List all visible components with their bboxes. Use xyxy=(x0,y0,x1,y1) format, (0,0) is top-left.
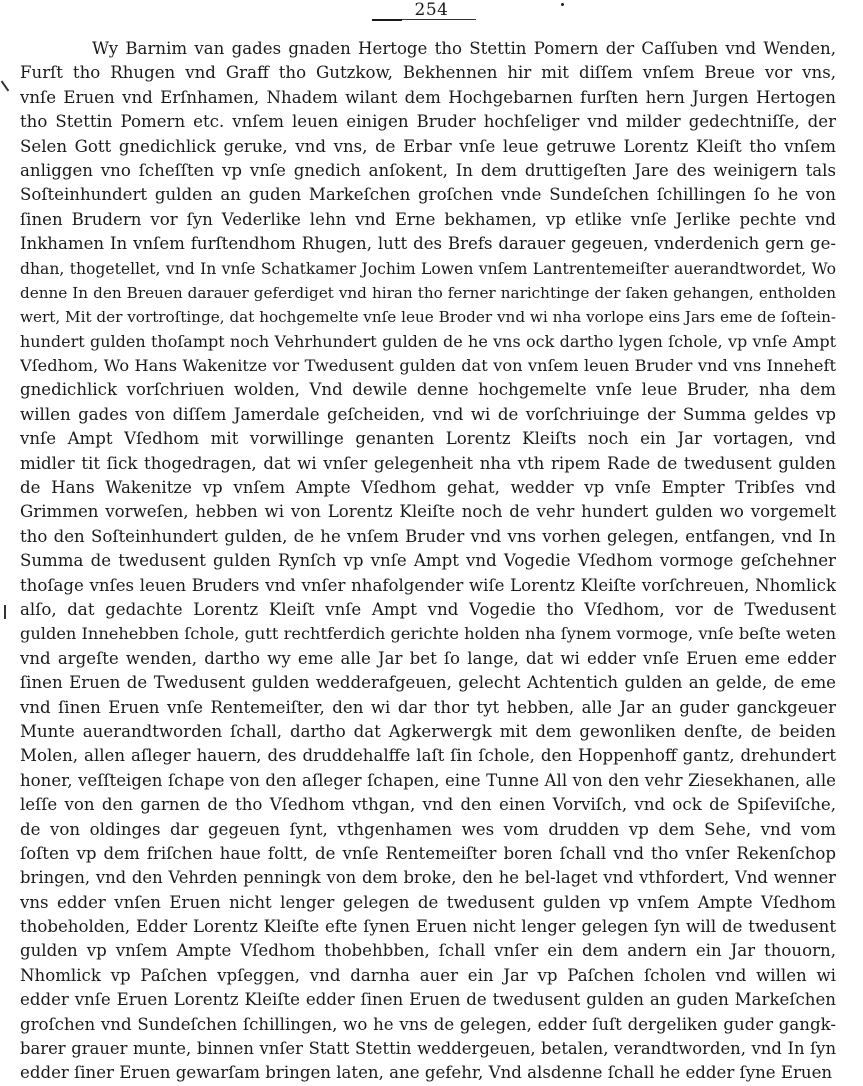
text-line: wert, Mit der vortroſtinge, dat hochgemelte vnſe leue Broder vnd wi nha vorlope eins Jars eme de ſoſtein- xyxy=(20,308,836,327)
text-line: dhan, thogetellet, vnd In vnſe Schatkamer Jochim Lowen vnſem Lantrentemeiſter auerandtwordet, Wo xyxy=(20,259,836,278)
text-line: Vſedhom, Wo Hans Wakenitze vor Twedusent gulden dat von vnſem leuen Bruder vnd vns Inneheft xyxy=(20,356,836,376)
text-line: Molen, allen aſleger hauern, des druddehalffe laſt ſin ſchole, den Hoppenhoff gantz, drehundert xyxy=(20,746,836,766)
text-line: de von oldinges dar gegeuen ſynt, vthgenhamen wes vom drudden vp dem Sehe, vnd vom xyxy=(20,819,836,839)
margin-mark xyxy=(4,605,6,619)
text-line: edder vnſe Eruen Lorentz Kleiſte edder ſinen Eruen de twedusent gulden an guden Markeſchen xyxy=(20,990,836,1010)
margin-mark xyxy=(1,81,10,92)
text-line: de Hans Wakenitze vp vnſem Ampte Vſedhom gehat, wedder vp vnſe Empter Tribſes vnd xyxy=(20,478,836,498)
text-line: barer grauer munte, binnen vnſer Statt Stettin weddergeuen, betalen, verandtworden, vnd In ſyn xyxy=(20,1039,836,1059)
text-line: ſinen Brudern vor ſyn Vederlike lehn vnd Erne bekhamen, vp etlike vnſe Jerlike pechte vnd xyxy=(20,209,836,229)
text-line: vnd argeſte wenden, dartho wy eme alle Jar bet ſo lange, dat wi edder vnſe Eruen eme edder xyxy=(20,648,836,668)
text-line: tho Stettin Pomern etc. vnſem leuen einigen Bruder hochſeliger vnd milder gedechtniſſe, der xyxy=(20,112,836,132)
page-number-rule xyxy=(372,19,476,20)
text-line: Selen Gott gnedichlick geruke, vnd vns, de Erbar vnſe leue getruwe Lorentz Kleiſt tho vnſem xyxy=(20,136,836,156)
text-line: vnſe Eruen vnd Erſnhamen, Nhadem wilant dem Hochgebarnen furſten hern Jurgen Hertogen xyxy=(20,87,836,107)
text-line: Furſt tho Rhugen vnd Graff tho Gutzkow, Bekhennen hir mit diſſem vnſem Breue vor vns, xyxy=(20,63,836,83)
text-line: thobeholden, Edder Lorentz Kleiſte efte ſynen Eruen nicht lenger gelegen ſyn will de twedusent xyxy=(20,917,836,937)
text-line: leſſe von den garnen de tho Vſedhom vthgan, vnd den einen Vorviſch, vnd ock de Spiſeviſche, xyxy=(20,795,836,815)
text-line: alſo, dat gedachte Lorentz Kleiſt vnſe Ampt vnd Vogedie tho Vſedhom, vor de Twedusent xyxy=(20,599,836,619)
text-line: gnedichlick vorſchriuen wolden, Vnd dewile denne hochgemelte vnſe leue Bruder, nha dem xyxy=(20,380,836,400)
text-line: ſoſten vp dem friſchen haue foltt, de vnſe Rentemeiſter boren ſchall vnd tho vnſer Rekenſchop xyxy=(20,843,836,863)
text-line: honer, veſſteigen ſchape von den aſleger ſchapen, eine Tunne All von den vehr Ziesekhanen, alle xyxy=(20,770,836,790)
text-line: vns edder vnſen Eruen nicht lenger gelegen de twedusent gulden vp vnſem Ampte Vſedhom xyxy=(20,892,836,912)
text-line: Wy Barnim van gades gnaden Hertoge tho Stettin Pomern der Caſſuben vnd Wenden, xyxy=(92,39,836,58)
text-line: Summa de twedusent gulden Rynſch vp vnſe Ampt vnd Vogedie Vſedhom vormoge geſchehner xyxy=(20,551,836,571)
text-line: willen gades von diſſem Jamerdale geſcheiden, vnd wi de vorſchriuinge der Summa geldes vp xyxy=(20,404,836,424)
text-line: Soſteinhundert gulden an guden Markeſchen groſchen vnde Sundeſchen ſchillingen ſo he von xyxy=(20,185,836,205)
text-line: gulden Innehebben ſchole, gutt rechtferdich gerichte holden nha ſynem vormoge, vnſe beſte weten xyxy=(20,624,836,644)
text-line: groſchen vnd Sundeſchen ſchillingen, wo he vns de gelegen, edder ſuſt dergeliken guder gangk- xyxy=(20,1014,836,1034)
text-line: ſinen Eruen de Twedusent gulden wedderafgeuen, gelecht Achtentich gulden an gelde, de eme xyxy=(20,673,836,693)
text-line: midler tit ſick thogedragen, dat wi vnſer gelegenheit nha vth ripem Rade de twedusent gulden xyxy=(20,453,836,473)
page-number: 254 xyxy=(414,0,449,20)
text-line: Grimmen vorweſen, hebben wi von Lorentz Kleiſte noch de vehr hundert gulden wo vorgemelt xyxy=(20,502,836,522)
text-line: gulden vp vnſem Ampte Vſedhom thobehbben, ſchall vnſer ein dem andern ein Jar thouorn, xyxy=(20,941,836,961)
text-line: tho den Soſteinhundert gulden, de he vnſem Bruder vnd vns vorhen gelegen, entfangen, vnd In xyxy=(20,526,836,546)
text-line: anliggen vno ſcheſſten vp vnſe gnedich anſokent, In dem druttigeſten Jare des weinigern tals xyxy=(20,160,836,180)
text-line: edder ſiner Eruen gewarſam bringen laten, ane gefehr, Vnd alsdenne ſchall he edder ſyne Eruen xyxy=(20,1063,833,1083)
body-text xyxy=(20,37,836,1086)
text-line: vnd ſinen Eruen vnſe Rentemeiſter, den wi dar thor tyt hebben, alle Jar an guder ganckgeuer xyxy=(20,697,836,717)
text-line: thoſage vnſes leuen Bruders vnd vnſer nhafolgender wiſe Lorentz Kleiſte vorſchreuen, Nhomlick xyxy=(20,575,836,595)
text-line: vnſe Ampt Vſedhom mit vorwillinge genanten Lorentz Kleiſts noch ein Jar vortagen, vnd xyxy=(20,429,836,449)
text-line: Munte auerandtworden ſchall, dartho dat Agkerwergk mit dem gewonliken denſte, de beiden xyxy=(20,721,836,741)
text-line: Nhomlick vp Paſchen vpſeggen, vnd darnha auer ein Jar vp Paſchen ſcholen vnd willen wi xyxy=(20,965,836,985)
text-line: Inkhamen In vnſem furſtendhom Rhugen, lutt des Brefs darauer gegeuen, vnderdenich gern ge- xyxy=(20,234,836,254)
text-line: denne In den Breuen darauer geferdiget vnd hiran tho ferner narichtinge der ſaken gehangen, entholden xyxy=(20,283,836,302)
print-speck xyxy=(561,3,564,6)
text-line: bringen, vnd den Vehrden penningk von dem broke, den he bel-laget vnd vthfordert, Vnd wenner xyxy=(20,868,836,888)
text-line: hundert gulden thoſampt noch Vehrhundert gulden de he vns ock dartho lygen ſchole, vp vnſe Ampt xyxy=(20,331,836,351)
